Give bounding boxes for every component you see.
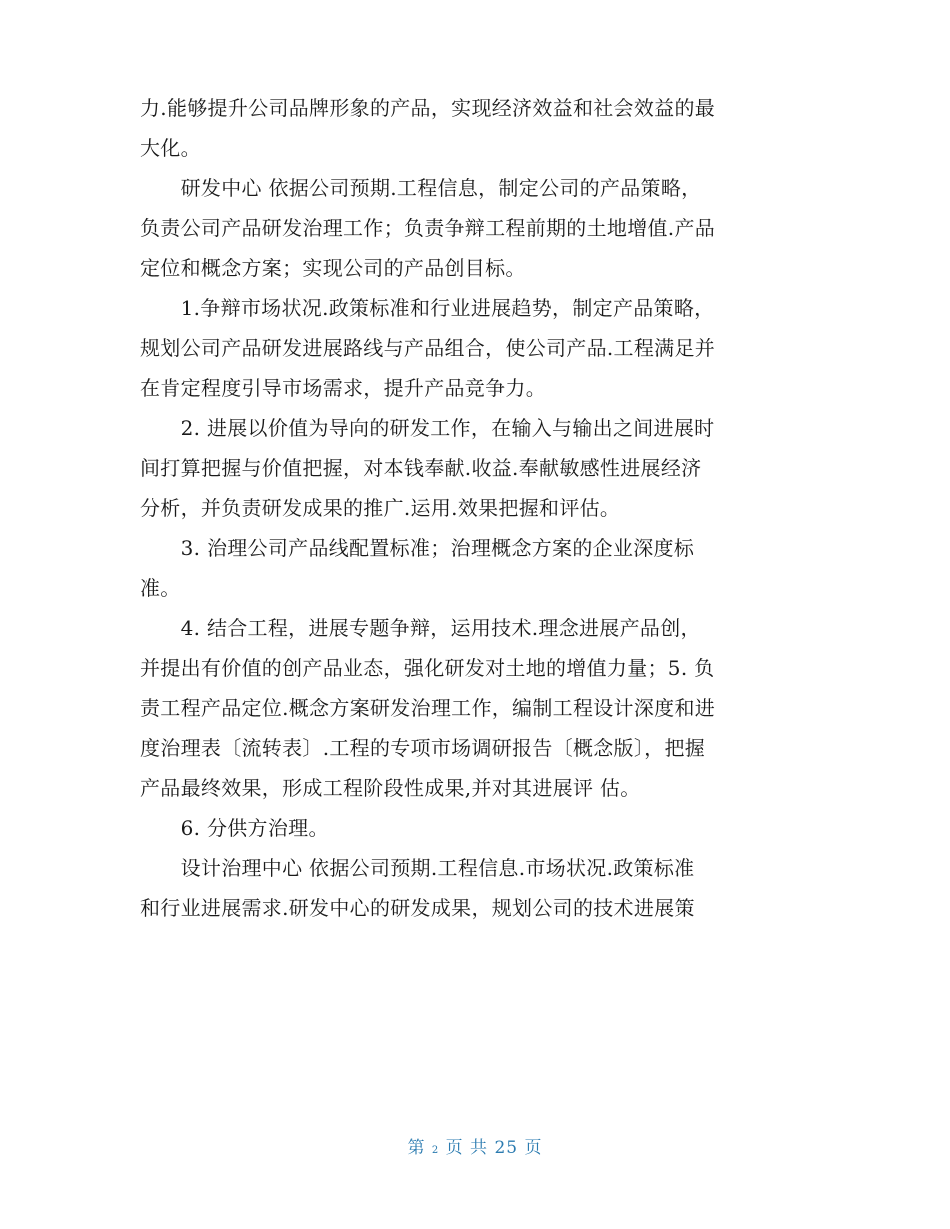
footer-suffix: 页 bbox=[524, 1138, 543, 1158]
text-line: 在肯定程度引导市场需求，提升产品竞争力。 bbox=[140, 376, 546, 400]
text-line: 2. 进展以价值为导向的研发工作，在输入与输出之间进展时 bbox=[140, 416, 715, 440]
text-line: 规划公司产品研发进展路线与产品组合，使公司产品.工程满足并 bbox=[140, 336, 716, 360]
text-line: 3. 治理公司产品线配置标准；治理概念方案的企业深度标 bbox=[140, 536, 695, 560]
page-footer bbox=[0, 1133, 950, 1158]
text-line: 度治理表〔流转表〕.工程的专项市场调研报告〔概念版〕，把握 bbox=[140, 736, 706, 760]
text-line: 分析，并负责研发成果的推广.运用.效果把握和评估。 bbox=[140, 496, 621, 520]
text-line: 设计治理中心 依据公司预期.工程信息.市场状况.政策标准 bbox=[140, 856, 695, 880]
text-line: 间打算把握与价值把握，对本钱奉献.收益.奉献敏感性进展经济 bbox=[140, 456, 702, 480]
body-text bbox=[140, 88, 810, 928]
text-line: 产品最终效果，形成工程阶段性成果,并对其进展评 估。 bbox=[140, 776, 641, 800]
text-line: 力.能够提升公司品牌形象的产品，实现经济效益和社会效益的最 bbox=[140, 96, 716, 120]
footer-prefix: 第 bbox=[407, 1138, 426, 1158]
text-line: 大化。 bbox=[140, 136, 201, 160]
text-line: 1.争辩市场状况.政策标准和行业进展趋势，制定产品策略， bbox=[140, 296, 715, 320]
text-line: 负责公司产品研发治理工作；负责争辩工程前期的土地增值.产品 bbox=[140, 216, 716, 240]
text-line: 6. 分供方治理。 bbox=[140, 816, 329, 840]
text-line: 并提出有价值的创产品业态，强化研发对土地的增值力量；5. 负 bbox=[140, 656, 715, 680]
text-line: 研发中心 依据公司预期.工程信息，制定公司的产品策略， bbox=[140, 176, 702, 200]
footer-middle: 页 共 bbox=[445, 1138, 489, 1158]
text-line: 责工程产品定位.概念方案研发治理工作，编制工程设计深度和进 bbox=[140, 696, 716, 720]
page-number: 2 bbox=[431, 1145, 440, 1156]
text-line: 定位和概念方案；实现公司的产品创目标。 bbox=[140, 256, 526, 280]
total-pages: 25 bbox=[494, 1138, 519, 1158]
text-line: 4. 结合工程，进展专题争辩，运用技术.理念进展产品创， bbox=[140, 616, 701, 640]
text-line: 准。 bbox=[140, 576, 181, 600]
text-line: 和行业进展需求.研发中心的研发成果，规划公司的技术进展策 bbox=[140, 896, 695, 920]
